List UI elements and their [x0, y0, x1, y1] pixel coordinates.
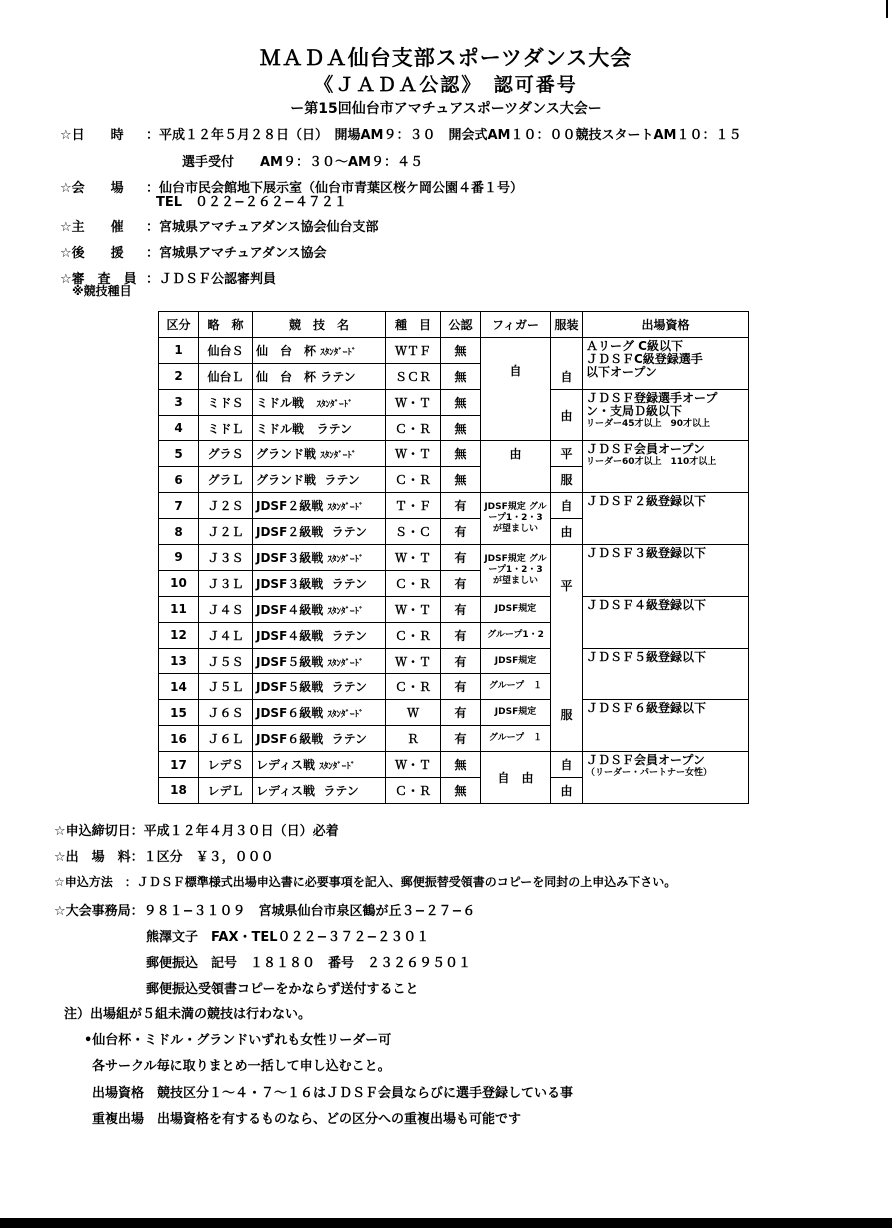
date-value: ：平成１２年５月２８日（日） 開場AM９：３０ 開会式AM１０：００競技スタートAM１０：１５: [146, 128, 742, 143]
figure-free-top: [481, 337, 551, 441]
scan-edge-line-right: [886, 0, 888, 18]
category-text: ｽﾀﾝﾀﾞｰﾄﾞ: [327, 503, 364, 514]
category-text: ラテン: [324, 473, 360, 488]
category-text: ラテン: [331, 525, 368, 540]
cell-name: [253, 726, 386, 752]
cell-name: [253, 389, 386, 415]
name-text: JDSF６級戦: [256, 706, 324, 721]
dress-text: 服: [560, 708, 573, 723]
cell-auth: 無: [441, 441, 481, 467]
name-text: JDSF５級戦: [256, 680, 324, 695]
cell-no: 2: [159, 363, 199, 389]
cell-no: 6: [159, 467, 199, 493]
cell-dance: Ｃ・Ｒ: [386, 467, 441, 493]
qualification-5: [583, 441, 749, 493]
cell-no: 11: [159, 596, 199, 622]
dress-text: 由: [560, 783, 573, 798]
cell-no: 3: [159, 389, 199, 415]
postal-transfer: 郵便振込 記号 １８１８０ 番号 ２３２６９５０１: [146, 956, 472, 971]
dress-free: [551, 778, 583, 804]
cell-auth: 無: [441, 467, 481, 493]
competition-table: [158, 311, 749, 804]
name-text: JDSF３級戦: [256, 550, 324, 565]
support-label: ☆後 援: [60, 246, 124, 261]
document-title: ＭＡＤＡ仙台支部スポーツダンス大会: [259, 46, 633, 70]
name-text: JDSF３級戦: [256, 576, 324, 591]
name-text: JDSF２級戦: [256, 499, 324, 514]
qual-line: ン・支局Ｄ級以下: [586, 403, 683, 418]
events-label: ※競技種目: [72, 284, 132, 298]
table-row: [159, 700, 749, 726]
application-method: ☆申込方法 ：ＪＤＳＦ標準様式出場申込書に必要事項を記入、郵便振替受領書のコピーを同封の上申込み下さい。: [54, 875, 677, 889]
category-text: ラテン: [331, 680, 368, 695]
cell-name: [253, 752, 386, 778]
dress-free: [551, 752, 583, 778]
qualification-17: [583, 752, 749, 804]
table-row: [159, 752, 749, 778]
postal-note: 郵便振込受領書コピーをかならず送付すること: [146, 982, 419, 997]
cell-auth: 有: [441, 622, 481, 648]
cell-dance: Ｓ・Ｃ: [386, 519, 441, 545]
cell-dance: Ｃ・Ｒ: [386, 674, 441, 700]
cell-dance: Ｃ・Ｒ: [386, 778, 441, 804]
dress-plain-top: [551, 441, 583, 467]
cell-abbr: レデＬ: [199, 778, 253, 804]
table-row: [159, 596, 749, 622]
cell-abbr: レデＳ: [199, 752, 253, 778]
header-cell: 種 目: [386, 312, 441, 338]
cell-dance: ＷＴＦ: [386, 337, 441, 363]
cell-name: [253, 363, 386, 389]
cell-dance: Ｃ・Ｒ: [386, 570, 441, 596]
dress-text: 由: [560, 525, 573, 540]
cell-abbr: 仙台Ｓ: [199, 337, 253, 363]
cell-abbr: Ｊ２Ｓ: [199, 493, 253, 519]
cell-no: 12: [159, 622, 199, 648]
cell-abbr: グラＳ: [199, 441, 253, 467]
dress-text: 平: [560, 579, 573, 594]
cell-name: [253, 596, 386, 622]
dress-free-top: [551, 337, 583, 389]
cell-abbr: Ｊ６Ｌ: [199, 726, 253, 752]
cell-no: 8: [159, 519, 199, 545]
header-cell: 公認: [441, 312, 481, 338]
cell-no: 16: [159, 726, 199, 752]
date-row: [60, 124, 742, 143]
cell-name: [253, 674, 386, 700]
cell-dance: Ｗ・Ｔ: [386, 441, 441, 467]
cell-auth: 有: [441, 493, 481, 519]
name-text: レディス戦: [256, 783, 316, 798]
category-text: ｽﾀﾝﾀﾞｰﾄﾞ: [327, 554, 364, 565]
cell-abbr: ミドＳ: [199, 389, 253, 415]
note-female-leader: •仙台杯・ミドル・グランドいずれも女性リーダー可: [84, 1033, 392, 1048]
cell-no: 5: [159, 441, 199, 467]
cell-auth: 有: [441, 674, 481, 700]
dress-free: [551, 493, 583, 519]
qual-line: リーダー60才以上 110才以上: [586, 457, 717, 468]
cell-no: 14: [159, 674, 199, 700]
organizer-row: [60, 216, 378, 235]
name-text: ミドル戦: [256, 421, 305, 436]
cell-dance: Ｗ・Ｔ: [386, 545, 441, 571]
cell-no: 10: [159, 570, 199, 596]
cell-auth: 無: [441, 415, 481, 441]
cell-dance: Ｃ・Ｒ: [386, 622, 441, 648]
note-qualification: 出場資格 競技区分１〜４・７〜１６はＪＤＳＦ会員ならびに選手登録している事: [92, 1086, 574, 1101]
cell-no: 17: [159, 752, 199, 778]
cell-auth: 有: [441, 570, 481, 596]
organizer-value: ：宮城県アマチュアダンス協会仙台支部: [146, 220, 379, 235]
cell-no: 1: [159, 337, 199, 363]
qual-line: ＪＤＳＦC級登録選手: [586, 351, 703, 366]
judges-value: ：ＪＤＳＦ公認審判員: [146, 272, 277, 287]
note-group-entry: 各サークル毎に取りまとめ一括して申し込むこと。: [92, 1059, 391, 1074]
qualification-9: ＪＤＳＦ３級登録以下: [583, 545, 749, 597]
figure-jdsf: JDSF規定: [481, 700, 551, 726]
category-text: ｽﾀﾝﾀﾞｰﾄﾞ: [320, 451, 357, 462]
cell-no: 18: [159, 778, 199, 804]
name-text: JDSF５級戦: [256, 654, 324, 669]
support-row: [60, 242, 326, 261]
note-minimum-couples: 注）出場組が５組未満の競技は行わない。: [64, 1007, 312, 1022]
name-text: ミドル戦: [256, 395, 305, 410]
office-contact: 熊澤文子 FAX・TEL０２２−３７２−２３０１: [146, 930, 430, 945]
cell-name: [253, 648, 386, 674]
figure-free-bottom: [481, 441, 551, 493]
cell-name: [253, 519, 386, 545]
table-row: [159, 493, 749, 519]
entry-fee: ☆出 場 料：１区分 ￥３，０００: [54, 850, 274, 865]
venue-tel: TEL ０２２−２６２−４７２１: [156, 195, 347, 210]
qual-line: リーダー45才以上 90才以上: [586, 418, 711, 429]
category-text: ラテン: [331, 576, 368, 591]
cell-abbr: Ｊ５Ｓ: [199, 648, 253, 674]
cell-no: 15: [159, 700, 199, 726]
category-text: ラテン: [323, 783, 359, 798]
header-cell: 出場資格: [583, 312, 749, 338]
cell-dance: Ｗ: [386, 700, 441, 726]
table-header-row: [159, 312, 749, 338]
dress-plain: [551, 545, 583, 752]
name-text: JDSF４級戦: [256, 602, 324, 617]
category-text: ｽﾀﾝﾀﾞｰﾄﾞ: [320, 347, 357, 358]
name-text: JDSF６級戦: [256, 732, 324, 747]
dress-free-mid: [551, 389, 583, 441]
category-text: ｽﾀﾝﾀﾞｰﾄﾞ: [327, 710, 364, 721]
cell-dance: Ｗ・Ｔ: [386, 389, 441, 415]
cell-abbr: Ｊ３Ｌ: [199, 570, 253, 596]
header-cell: 競 技 名: [253, 312, 386, 338]
header-cell: 区分: [159, 312, 199, 338]
cell-auth: 有: [441, 648, 481, 674]
figure-free-ladies: 自 由: [481, 752, 551, 804]
figure-jdsf: JDSF規定: [481, 596, 551, 622]
cell-name: [253, 493, 386, 519]
cell-abbr: Ｊ３Ｓ: [199, 545, 253, 571]
support-value: ：宮城県アマチュアダンス協会: [146, 246, 327, 261]
dress-text: 平: [560, 447, 573, 462]
cell-auth: 無: [441, 363, 481, 389]
qualification-13: ＪＤＳＦ５級登録以下: [583, 648, 749, 700]
figure-group-123-a: JDSF規定 グループ1・2・3が望ましい: [481, 493, 551, 545]
category-text: ラテン: [316, 421, 352, 436]
name-text: JDSF４級戦: [256, 628, 324, 643]
cell-dance: Ｒ: [386, 726, 441, 752]
qualification-7: ＪＤＳＦ２級登録以下: [583, 493, 749, 545]
cell-name: [253, 622, 386, 648]
document-subtitle: 《ＪＡＤＡ公認》 認可番号: [314, 74, 578, 96]
cell-dance: Ｗ・Ｔ: [386, 648, 441, 674]
figure-jdsf: JDSF規定: [481, 648, 551, 674]
scan-edge-bar: [0, 1218, 892, 1228]
qual-line: ＪＤＳＦ会員オープン: [586, 442, 705, 457]
name-text: グランド戦: [256, 447, 317, 462]
cell-auth: 無: [441, 337, 481, 363]
cell-no: 9: [159, 545, 199, 571]
table-row: [159, 337, 749, 363]
figure-group-123-b: JDSF規定 グループ1・2・3が望ましい: [481, 545, 551, 597]
dress-text: 自: [560, 758, 573, 773]
cell-name: [253, 415, 386, 441]
cell-abbr: Ｊ４Ｌ: [199, 622, 253, 648]
cell-name: [253, 778, 386, 804]
dress-text: 自: [560, 499, 573, 514]
cell-auth: 無: [441, 389, 481, 415]
note-multiple-entry: 重複出場 出場資格を有するものなら、どの区分への重複出場も可能です: [92, 1112, 522, 1127]
header-cell: 服装: [551, 312, 583, 338]
table-row: [159, 648, 749, 674]
event-name: ー第15回仙台市アマチュアスポーツダンス大会ー: [290, 101, 602, 117]
cell-auth: 無: [441, 752, 481, 778]
category-text: ラテン: [320, 369, 356, 384]
qual-line: ＪＤＳＦ登録選手オープ: [586, 390, 718, 405]
cell-abbr: ミドＬ: [199, 415, 253, 441]
cell-dance: Ｗ・Ｔ: [386, 596, 441, 622]
category-text: ｽﾀﾝﾀﾞｰﾄﾞ: [327, 606, 364, 617]
cell-auth: 有: [441, 700, 481, 726]
qual-line: Ａリーグ C級以下: [586, 338, 683, 353]
figure-text: 自: [509, 363, 522, 378]
cell-auth: 有: [441, 519, 481, 545]
cell-no: 4: [159, 415, 199, 441]
name-text: JDSF２級戦: [256, 525, 324, 540]
cell-dance: Ｔ・Ｆ: [386, 493, 441, 519]
cell-abbr: グラＬ: [199, 467, 253, 493]
venue-label: ☆会 場: [60, 181, 124, 196]
cell-abbr: Ｊ２Ｌ: [199, 519, 253, 545]
cell-name: [253, 337, 386, 363]
qual-line: ＪＤＳＦ会員オープン: [586, 753, 705, 768]
cell-auth: 無: [441, 778, 481, 804]
office-address: ☆大会事務局：９８１−３１０９ 宮城県仙台市泉区鶴が丘３−２７−６: [54, 904, 476, 919]
cell-auth: 有: [441, 726, 481, 752]
cell-auth: 有: [441, 545, 481, 571]
header-cell: フィガー: [481, 312, 551, 338]
dress-free: [551, 519, 583, 545]
category-text: ラテン: [331, 732, 368, 747]
cell-name: [253, 570, 386, 596]
cell-dance: ＳＣＲ: [386, 363, 441, 389]
cell-auth: 有: [441, 596, 481, 622]
figure-text: 由: [509, 447, 522, 462]
figure-group-1: グループ １: [481, 674, 551, 700]
figure-group-1: グループ １: [481, 726, 551, 752]
dress-text: 由: [560, 408, 573, 423]
category-text: ｽﾀﾝﾀﾞｰﾄﾞ: [319, 762, 356, 773]
venue-value: ：仙台市民会館地下展示室（仙台市青葉区桜ケ岡公園４番１号）: [146, 181, 524, 196]
category-text: ｽﾀﾝﾀﾞｰﾄﾞ: [316, 399, 353, 410]
name-text: 仙 台 杯: [256, 343, 317, 358]
name-text: レディス戦: [256, 758, 316, 773]
table-row: [159, 441, 749, 467]
cell-abbr: Ｊ６Ｓ: [199, 700, 253, 726]
date-label: ☆日 時: [60, 128, 124, 143]
qualification-11: ＪＤＳＦ４級登録以下: [583, 596, 749, 648]
dress-text: 服: [560, 473, 573, 488]
cell-name: [253, 467, 386, 493]
figure-group-12: グループ1・2: [481, 622, 551, 648]
cell-name: [253, 441, 386, 467]
cell-dance: Ｗ・Ｔ: [386, 752, 441, 778]
name-text: グランド戦: [256, 473, 317, 488]
table-row: [159, 545, 749, 571]
table-row: [159, 389, 749, 415]
judges-label: ☆審 査 員: [60, 272, 137, 287]
cell-name: [253, 700, 386, 726]
cell-no: 7: [159, 493, 199, 519]
qualification-3: [583, 389, 749, 441]
reception-time: 選手受付 AM９：３０〜AM９：４５: [182, 155, 423, 170]
cell-no: 13: [159, 648, 199, 674]
dress-plain-bottom: [551, 467, 583, 493]
qualification-1: [583, 337, 749, 389]
category-text: ラテン: [331, 628, 368, 643]
qual-line: （リーダー・パートナー女性）: [586, 768, 713, 779]
cell-abbr: Ｊ４Ｓ: [199, 596, 253, 622]
deadline: ☆申込締切日：平成１２年４月３０日（日）必着: [54, 824, 339, 839]
name-text: 仙 台 杯: [256, 369, 317, 384]
header-cell: 略 称: [199, 312, 253, 338]
cell-abbr: 仙台Ｌ: [199, 363, 253, 389]
cell-abbr: Ｊ５Ｌ: [199, 674, 253, 700]
organizer-label: ☆主 催: [60, 220, 124, 235]
category-text: ｽﾀﾝﾀﾞｰﾄﾞ: [327, 658, 364, 669]
cell-dance: Ｃ・Ｒ: [386, 415, 441, 441]
dress-text: 自: [560, 369, 573, 384]
cell-name: [253, 545, 386, 571]
qualification-15: ＪＤＳＦ６級登録以下: [583, 700, 749, 752]
qual-line: 以下オープン: [586, 364, 657, 379]
